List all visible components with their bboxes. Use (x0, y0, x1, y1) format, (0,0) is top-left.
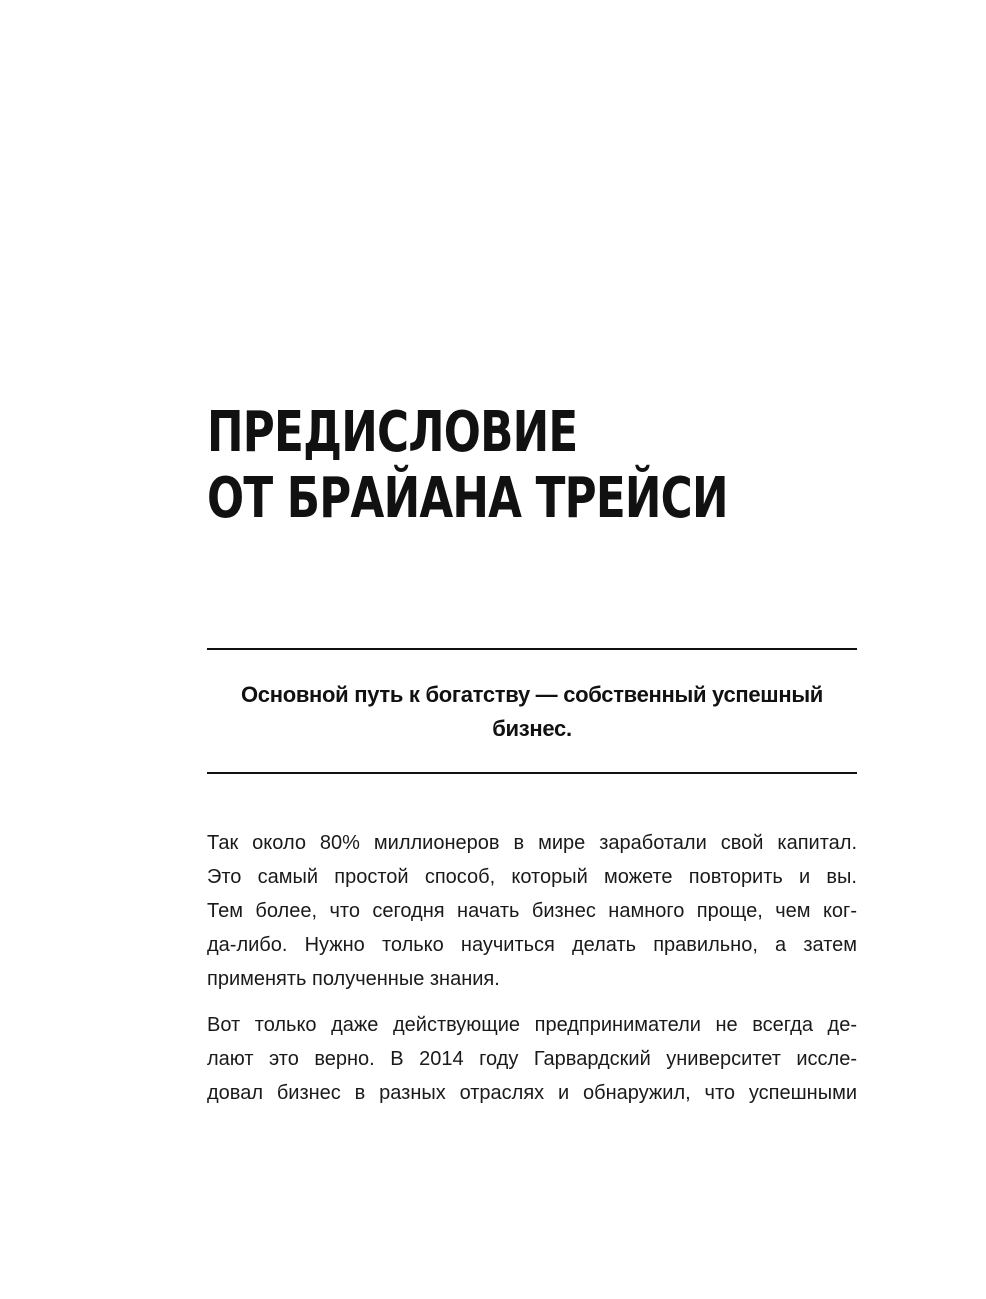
epigraph-line-2: бизнес. (492, 716, 572, 741)
text-line: применять полученные знания. (207, 968, 500, 990)
chapter-title (207, 400, 728, 532)
paragraph-1 (207, 826, 857, 996)
chapter-title-line-1: ПРЕДИСЛОВИЕ (207, 400, 578, 465)
text-line: лают это верно. В 2014 году Гарвардский университет иссле- (207, 1048, 857, 1070)
text-line: да-либо. Нужно только научиться делать правильно, а затем (207, 934, 857, 956)
epigraph-bottom-divider (207, 772, 857, 774)
epigraph-quote (207, 678, 857, 746)
text-line: Так около 80% миллионеров в мире заработали свой капитал. (207, 832, 857, 854)
chapter-title-line-2: ОТ БРАЙАНА ТРЕЙСИ (207, 466, 728, 531)
epigraph-top-divider (207, 648, 857, 650)
body-text (207, 826, 857, 1122)
text-line: Тем более, что сегодня начать бизнес намного проще, чем ког- (207, 900, 857, 922)
epigraph-line-1: Основной путь к богатству — собственный успешный (240, 682, 824, 707)
text-line: довал бизнес в разных отраслях и обнаружил, что успешными (207, 1082, 857, 1104)
text-line: Это самый простой способ, который можете повторить и вы. (207, 866, 857, 888)
paragraph-2 (207, 1008, 857, 1110)
text-line: Вот только даже действующие предприниматели не всегда де- (207, 1014, 857, 1036)
